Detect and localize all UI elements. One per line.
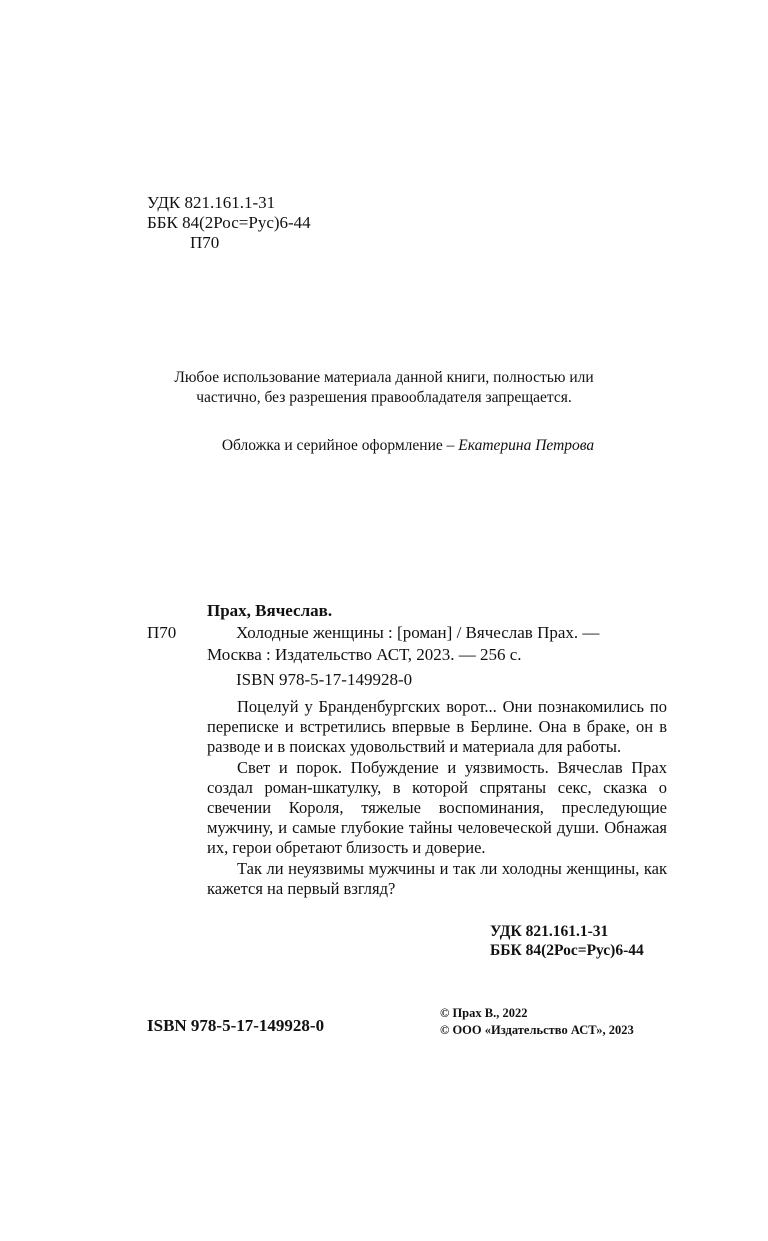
cover-credit-name: Екатерина Петрова: [458, 437, 595, 454]
catalog-isbn: ISBN 978-5-17-149928-0: [236, 670, 413, 689]
copyright-author: © Прах В., 2022: [440, 1006, 528, 1020]
catalog-sign: П70: [147, 623, 177, 642]
udk-code: УДК 821.161.1-31: [147, 193, 276, 212]
catalog-title-line1: Холодные женщины : [роман] / Вячеслав Прах. —: [236, 623, 600, 642]
copyright-notice-line1: Любое использование материала данной книги, полностью или: [174, 369, 594, 386]
copyright-publisher: © ООО «Издательство АСТ», 2023: [440, 1023, 634, 1037]
bbk-code: ББК 84(2Рос=Рус)6-44: [147, 213, 311, 232]
bottom-isbn: ISBN 978-5-17-149928-0: [147, 1016, 325, 1035]
annotation: [207, 697, 667, 899]
footer-bbk-code: ББК 84(2Рос=Рус)6-44: [490, 942, 644, 959]
annotation-paragraph: Свет и порок. Побуждение и уязвимость. Вячеслав Прах создал роман-шкатулку, в которой спрятаны секс, сказка о свечении Короля, тяжелые воспоминания, преследующие мужчину, и самые глубокие тайны человеческой души. Обнажая их, герои обретают близость и доверие.: [207, 757, 667, 858]
catalog-author: Прах, Вячеслав.: [207, 601, 333, 620]
copyright-notice-line2: частично, без разрешения правообладателя запрещается.: [196, 389, 572, 406]
catalog-title-line2: Москва : Издательство АСТ, 2023. — 256 с.: [207, 645, 522, 664]
cover-credit-label: Обложка и серийное оформление –: [221, 437, 455, 454]
author-sign: П70: [190, 233, 220, 252]
cover-credit: [100, 436, 716, 456]
annotation-paragraph: Поцелуй у Бранденбургских ворот... Они познакомились по переписке и встретились впервые в Берлине. Она в браке, он в разводе и в поисках удовольствий и материала для работы.: [207, 697, 667, 757]
footer-udk-code: УДК 821.161.1-31: [490, 923, 609, 940]
annotation-paragraph: Так ли неуязвимы мужчины и так ли холодны женщины, как кажется на первый взгляд?: [207, 858, 667, 898]
